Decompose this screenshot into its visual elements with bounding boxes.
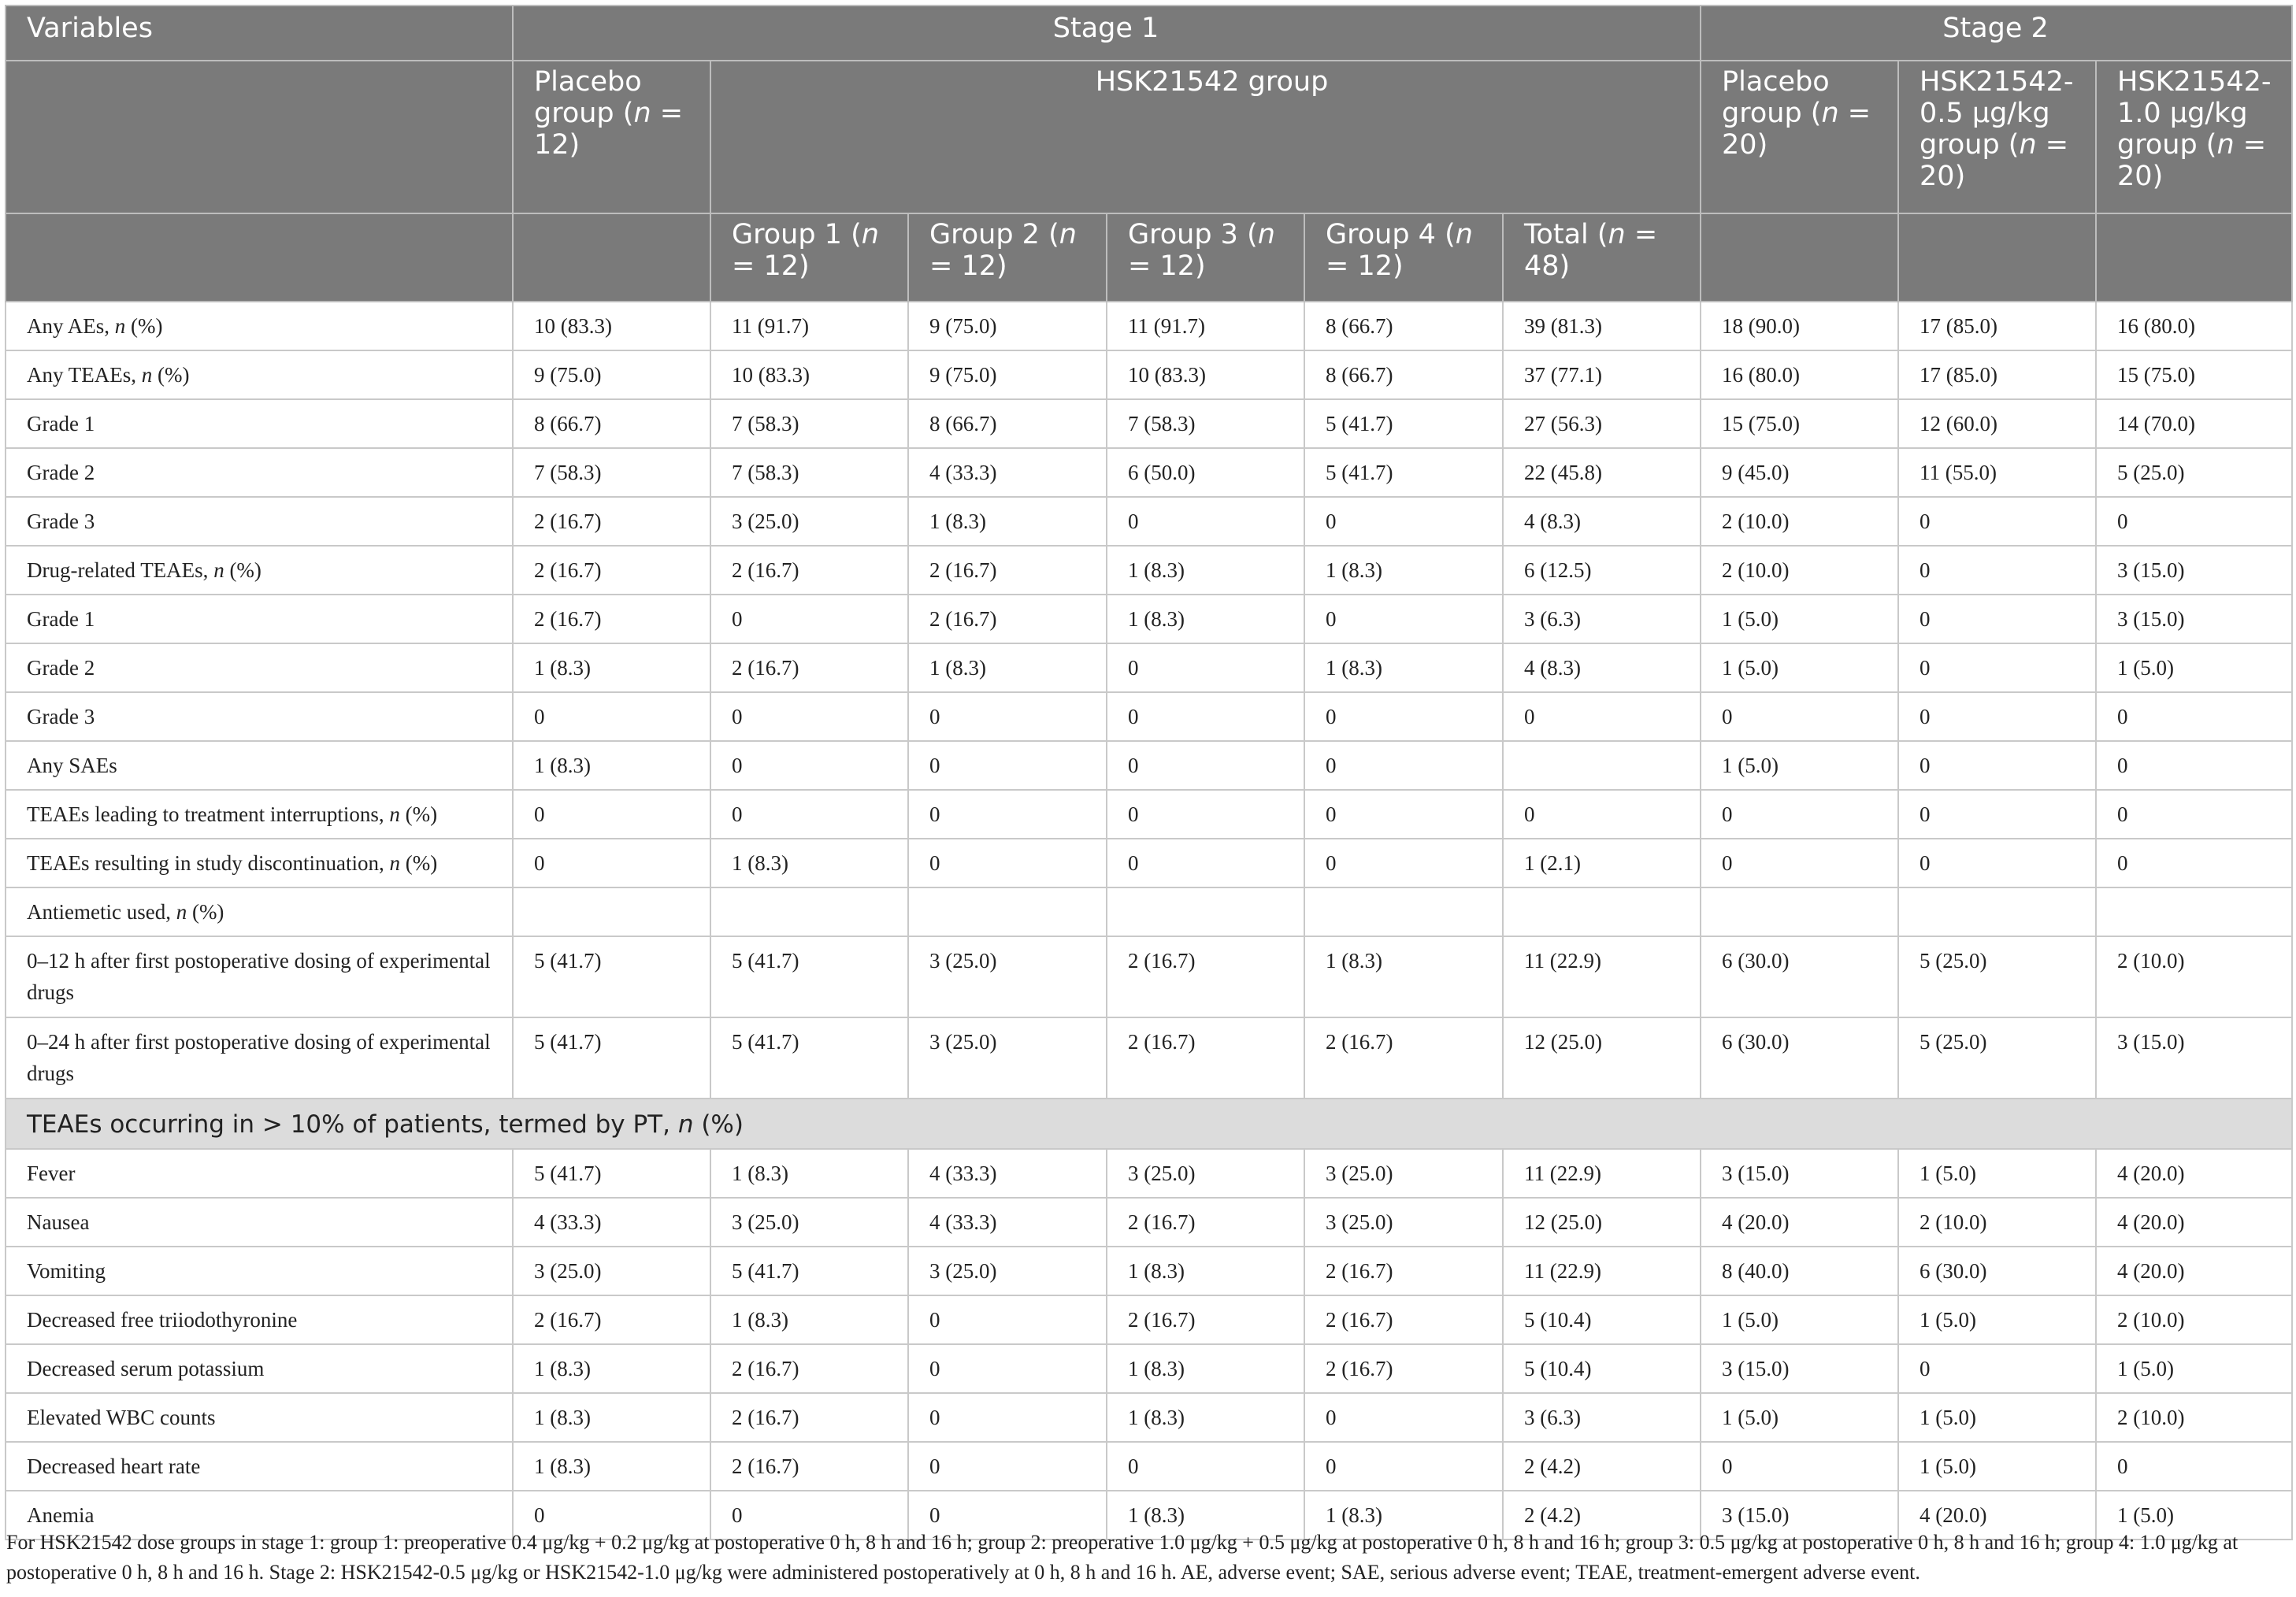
table-cell: 0 bbox=[1898, 1344, 2096, 1393]
table-cell: 5 (25.0) bbox=[2096, 448, 2292, 497]
row-label: Decreased free triiodothyronine bbox=[6, 1295, 513, 1344]
table-footnote: For HSK21542 dose groups in stage 1: group 1: preoperative 0.4 μg/kg + 0.2 μg/kg at postoperative 0 h, 8 h and 16 h; group 2: preoperative 1.0 μg/kg + 0.5 μg/kg at postoperative 0 h, 8 h and 16 h; group 3: 0.5 μg/kg at postoperative 0 h, 8 h and 16 h; group 4: 1.0 μg/kg at postoperative 0 h, 8 h and 16 h. Stage 2: HSK21542-0.5 μg/kg or HSK21542-1.0 μg/kg were administered postoperatively at 0 h, 8 h and 16 h. AE, adverse event; SAE, serious adverse event; TEAE, treatment-emergent adverse event. bbox=[6, 1531, 2239, 1584]
table-cell: 3 (6.3) bbox=[1503, 1393, 1701, 1442]
table-cell: 1 (8.3) bbox=[513, 643, 710, 692]
table-cell: 3 (15.0) bbox=[2096, 595, 2292, 643]
table-cell: 6 (30.0) bbox=[1898, 1247, 2096, 1295]
table-cell: 4 (20.0) bbox=[2096, 1247, 2292, 1295]
table-cell: 0 bbox=[1701, 839, 1898, 887]
table-cell: 5 (41.7) bbox=[513, 936, 710, 1017]
table-row bbox=[6, 1344, 2292, 1393]
table-cell: 10 (83.3) bbox=[513, 302, 710, 350]
table-cell: 2 (16.7) bbox=[1304, 1344, 1503, 1393]
header-blank bbox=[1701, 213, 1898, 302]
table-cell: 1 (8.3) bbox=[1107, 1393, 1304, 1442]
table-cell: 15 (75.0) bbox=[1701, 399, 1898, 448]
table-cell: 5 (41.7) bbox=[513, 1149, 710, 1198]
table-cell: 3 (25.0) bbox=[1107, 1149, 1304, 1198]
table-cell: 0 bbox=[1701, 692, 1898, 741]
table-cell: 0 bbox=[1304, 1442, 1503, 1491]
table-cell: 0 bbox=[1898, 643, 2096, 692]
table-cell: 7 (58.3) bbox=[710, 399, 908, 448]
row-label: Nausea bbox=[6, 1198, 513, 1247]
table-cell: 11 (55.0) bbox=[1898, 448, 2096, 497]
table-cell: 3 (15.0) bbox=[1701, 1491, 1898, 1540]
row-label: Anemia bbox=[6, 1491, 513, 1540]
table-cell: 11 (22.9) bbox=[1503, 1149, 1701, 1198]
adverse-events-table-container bbox=[5, 5, 2291, 1540]
table-cell: 2 (16.7) bbox=[710, 1393, 908, 1442]
table-cell bbox=[2096, 887, 2292, 936]
table-cell: 0 bbox=[513, 790, 710, 839]
table-cell: 12 (25.0) bbox=[1503, 1198, 1701, 1247]
row-label: Grade 1 bbox=[6, 595, 513, 643]
table-cell: 2 (16.7) bbox=[908, 595, 1107, 643]
table-cell: 3 (15.0) bbox=[2096, 546, 2292, 595]
table-cell: 4 (20.0) bbox=[1898, 1491, 2096, 1540]
table-cell bbox=[1898, 887, 2096, 936]
table-row bbox=[6, 887, 2292, 936]
table-cell: 0 bbox=[2096, 839, 2292, 887]
table-cell: 5 (41.7) bbox=[1304, 448, 1503, 497]
table-cell: 9 (75.0) bbox=[908, 302, 1107, 350]
table-cell: 0 bbox=[1107, 692, 1304, 741]
table-cell: 0 bbox=[1304, 741, 1503, 790]
table-cell: 16 (80.0) bbox=[2096, 302, 2292, 350]
adverse-events-table bbox=[5, 5, 2293, 1540]
table-cell: 0 bbox=[1503, 790, 1701, 839]
table-cell: 1 (8.3) bbox=[1107, 1344, 1304, 1393]
table-cell: 1 (8.3) bbox=[710, 1149, 908, 1198]
table-cell: 1 (8.3) bbox=[1304, 546, 1503, 595]
table-cell bbox=[908, 887, 1107, 936]
table-cell: 18 (90.0) bbox=[1701, 302, 1898, 350]
table-cell: 14 (70.0) bbox=[2096, 399, 2292, 448]
table-row bbox=[6, 790, 2292, 839]
table-cell: 2 (16.7) bbox=[1107, 1017, 1304, 1099]
table-cell: 1 (8.3) bbox=[513, 1442, 710, 1491]
table-cell: 27 (56.3) bbox=[1503, 399, 1701, 448]
table-cell: 11 (91.7) bbox=[1107, 302, 1304, 350]
table-cell: 0 bbox=[1107, 839, 1304, 887]
row-label: 0–24 h after first postoperative dosing of experimental drugs bbox=[6, 1017, 513, 1099]
table-cell: 0 bbox=[908, 1344, 1107, 1393]
table-cell: 7 (58.3) bbox=[710, 448, 908, 497]
header-blank bbox=[6, 61, 513, 213]
table-cell: 1 (8.3) bbox=[710, 1295, 908, 1344]
table-row bbox=[6, 692, 2292, 741]
table-cell: 0 bbox=[2096, 497, 2292, 546]
header-placebo-stage-2: Placebo group (n = 20) bbox=[1701, 61, 1898, 213]
row-label: Any SAEs bbox=[6, 741, 513, 790]
row-label: TEAEs resulting in study discontinuation, n (%) bbox=[6, 839, 513, 887]
row-label: Decreased heart rate bbox=[6, 1442, 513, 1491]
table-cell: 3 (25.0) bbox=[710, 497, 908, 546]
table-cell: 2 (16.7) bbox=[513, 497, 710, 546]
row-label: Elevated WBC counts bbox=[6, 1393, 513, 1442]
header-total: Total (n = 48) bbox=[1503, 213, 1701, 302]
table-cell: 0 bbox=[1898, 497, 2096, 546]
header-blank bbox=[6, 213, 513, 302]
table-cell bbox=[1503, 741, 1701, 790]
table-cell: 4 (20.0) bbox=[2096, 1198, 2292, 1247]
table-cell bbox=[1107, 887, 1304, 936]
table-cell: 0 bbox=[1304, 595, 1503, 643]
row-label: Grade 3 bbox=[6, 497, 513, 546]
table-cell: 2 (10.0) bbox=[1701, 497, 1898, 546]
table-cell: 2 (10.0) bbox=[2096, 936, 2292, 1017]
table-cell: 5 (10.4) bbox=[1503, 1344, 1701, 1393]
table-cell: 4 (33.3) bbox=[908, 1149, 1107, 1198]
table-cell: 0 bbox=[908, 1442, 1107, 1491]
table-cell: 0 bbox=[908, 692, 1107, 741]
table-cell: 11 (22.9) bbox=[1503, 1247, 1701, 1295]
table-cell: 2 (4.2) bbox=[1503, 1442, 1701, 1491]
table-cell bbox=[1503, 887, 1701, 936]
table-cell: 1 (8.3) bbox=[1107, 595, 1304, 643]
table-cell: 1 (8.3) bbox=[1304, 643, 1503, 692]
table-cell: 6 (50.0) bbox=[1107, 448, 1304, 497]
table-row bbox=[6, 497, 2292, 546]
table-cell: 3 (25.0) bbox=[1304, 1149, 1503, 1198]
row-label: Grade 1 bbox=[6, 399, 513, 448]
row-label: Antiemetic used, n (%) bbox=[6, 887, 513, 936]
table-cell: 15 (75.0) bbox=[2096, 350, 2292, 399]
table-cell: 0 bbox=[1898, 790, 2096, 839]
table-cell: 2 (16.7) bbox=[513, 546, 710, 595]
table-cell bbox=[513, 887, 710, 936]
table-cell: 11 (22.9) bbox=[1503, 936, 1701, 1017]
table-cell bbox=[710, 887, 908, 936]
table-cell: 0 bbox=[1107, 741, 1304, 790]
table-cell: 3 (25.0) bbox=[513, 1247, 710, 1295]
table-cell: 4 (20.0) bbox=[2096, 1149, 2292, 1198]
table-cell: 0 bbox=[1304, 1393, 1503, 1442]
table-cell: 2 (10.0) bbox=[2096, 1393, 2292, 1442]
table-cell: 0 bbox=[1503, 692, 1701, 741]
row-label: Any TEAEs, n (%) bbox=[6, 350, 513, 399]
table-cell: 0 bbox=[908, 790, 1107, 839]
table-cell: 0 bbox=[1898, 595, 2096, 643]
table-cell: 9 (75.0) bbox=[908, 350, 1107, 399]
table-cell: 0 bbox=[2096, 741, 2292, 790]
table-cell: 1 (5.0) bbox=[2096, 1344, 2292, 1393]
table-cell: 3 (15.0) bbox=[1701, 1344, 1898, 1393]
row-label: Fever bbox=[6, 1149, 513, 1198]
table-cell: 1 (8.3) bbox=[1107, 1247, 1304, 1295]
table-cell: 2 (16.7) bbox=[710, 643, 908, 692]
table-cell: 1 (8.3) bbox=[513, 1393, 710, 1442]
table-cell: 0 bbox=[1898, 546, 2096, 595]
table-cell: 37 (77.1) bbox=[1503, 350, 1701, 399]
table-cell: 0 bbox=[908, 1393, 1107, 1442]
table-cell: 0 bbox=[1898, 692, 2096, 741]
table-cell bbox=[1701, 887, 1898, 936]
table-cell: 8 (66.7) bbox=[1304, 350, 1503, 399]
table-cell: 0 bbox=[1107, 1442, 1304, 1491]
row-label: 0–12 h after first postoperative dosing of experimental drugs bbox=[6, 936, 513, 1017]
table-cell: 5 (25.0) bbox=[1898, 936, 2096, 1017]
table-cell: 1 (8.3) bbox=[710, 839, 908, 887]
table-cell: 0 bbox=[1898, 839, 2096, 887]
table-row bbox=[6, 936, 2292, 1017]
table-cell: 1 (8.3) bbox=[908, 643, 1107, 692]
table-row bbox=[6, 1442, 2292, 1491]
row-label: Grade 2 bbox=[6, 643, 513, 692]
table-row bbox=[6, 1149, 2292, 1198]
row-label: Any AEs, n (%) bbox=[6, 302, 513, 350]
table-cell: 4 (8.3) bbox=[1503, 643, 1701, 692]
table-cell: 2 (16.7) bbox=[908, 546, 1107, 595]
row-label: Decreased serum potassium bbox=[6, 1344, 513, 1393]
table-cell: 2 (10.0) bbox=[2096, 1295, 2292, 1344]
table-cell: 0 bbox=[1107, 790, 1304, 839]
table-row bbox=[6, 399, 2292, 448]
table-cell: 5 (41.7) bbox=[710, 936, 908, 1017]
table-cell: 2 (16.7) bbox=[1304, 1017, 1503, 1099]
table-cell: 8 (66.7) bbox=[1304, 302, 1503, 350]
header-hsk-0-5: HSK21542-0.5 μg/kg group (n = 20) bbox=[1898, 61, 2096, 213]
table-cell: 0 bbox=[513, 1491, 710, 1540]
table-cell: 0 bbox=[513, 692, 710, 741]
row-label: Vomiting bbox=[6, 1247, 513, 1295]
table-cell: 5 (10.4) bbox=[1503, 1295, 1701, 1344]
header-stage-1: Stage 1 bbox=[513, 6, 1701, 61]
table-cell: 0 bbox=[710, 790, 908, 839]
table-cell: 3 (15.0) bbox=[1701, 1149, 1898, 1198]
table-cell: 10 (83.3) bbox=[1107, 350, 1304, 399]
table-cell: 4 (33.3) bbox=[513, 1198, 710, 1247]
table-row bbox=[6, 1393, 2292, 1442]
table-cell: 0 bbox=[908, 741, 1107, 790]
table-cell: 5 (25.0) bbox=[1898, 1017, 2096, 1099]
table-cell: 2 (16.7) bbox=[513, 1295, 710, 1344]
header-variables: Variables bbox=[6, 6, 513, 61]
table-cell: 8 (66.7) bbox=[908, 399, 1107, 448]
header-group-2: Group 2 (n = 12) bbox=[908, 213, 1107, 302]
table-cell: 2 (16.7) bbox=[710, 546, 908, 595]
table-row bbox=[6, 448, 2292, 497]
table-cell: 4 (20.0) bbox=[1701, 1198, 1898, 1247]
table-cell: 0 bbox=[2096, 692, 2292, 741]
table-cell: 1 (5.0) bbox=[1701, 643, 1898, 692]
table-cell: 2 (16.7) bbox=[1304, 1247, 1503, 1295]
row-label: TEAEs leading to treatment interruptions, n (%) bbox=[6, 790, 513, 839]
table-row bbox=[6, 1198, 2292, 1247]
table-cell: 39 (81.3) bbox=[1503, 302, 1701, 350]
table-cell: 0 bbox=[1701, 790, 1898, 839]
table-cell: 0 bbox=[2096, 1442, 2292, 1491]
header-group-3: Group 3 (n = 12) bbox=[1107, 213, 1304, 302]
table-cell: 16 (80.0) bbox=[1701, 350, 1898, 399]
table-row bbox=[6, 1017, 2292, 1099]
table-body bbox=[6, 302, 2292, 1540]
table-cell: 3 (25.0) bbox=[710, 1198, 908, 1247]
table-cell: 2 (10.0) bbox=[1701, 546, 1898, 595]
table-cell: 0 bbox=[1107, 497, 1304, 546]
table-row bbox=[6, 350, 2292, 399]
header-stage-2: Stage 2 bbox=[1701, 6, 2292, 61]
table-cell: 1 (5.0) bbox=[1701, 595, 1898, 643]
header-hsk-1-0: HSK21542-1.0 μg/kg group (n = 20) bbox=[2096, 61, 2292, 213]
table-row bbox=[6, 741, 2292, 790]
table-cell: 12 (25.0) bbox=[1503, 1017, 1701, 1099]
header-blank bbox=[2096, 213, 2292, 302]
table-cell: 1 (5.0) bbox=[1898, 1295, 2096, 1344]
header-blank bbox=[513, 213, 710, 302]
table-cell: 2 (16.7) bbox=[1304, 1295, 1503, 1344]
table-cell: 0 bbox=[710, 692, 908, 741]
table-cell: 17 (85.0) bbox=[1898, 350, 2096, 399]
table-cell: 2 (16.7) bbox=[710, 1442, 908, 1491]
table-cell: 0 bbox=[1304, 497, 1503, 546]
header-group-4: Group 4 (n = 12) bbox=[1304, 213, 1503, 302]
table-cell: 2 (10.0) bbox=[1898, 1198, 2096, 1247]
table-cell: 1 (8.3) bbox=[908, 497, 1107, 546]
table-row bbox=[6, 302, 2292, 350]
table-cell: 3 (25.0) bbox=[908, 936, 1107, 1017]
table-row bbox=[6, 1295, 2292, 1344]
table-row bbox=[6, 595, 2292, 643]
table-cell: 2 (16.7) bbox=[1107, 936, 1304, 1017]
table-cell: 3 (25.0) bbox=[1304, 1198, 1503, 1247]
table-cell: 8 (40.0) bbox=[1701, 1247, 1898, 1295]
row-label: Grade 2 bbox=[6, 448, 513, 497]
table-cell: 0 bbox=[710, 595, 908, 643]
row-label: Grade 3 bbox=[6, 692, 513, 741]
table-cell: 4 (33.3) bbox=[908, 448, 1107, 497]
header-placebo-stage-1: Placebo group (n = 12) bbox=[513, 61, 710, 213]
table-cell: 1 (5.0) bbox=[1898, 1149, 2096, 1198]
table-row bbox=[6, 839, 2292, 887]
table-cell: 1 (5.0) bbox=[2096, 643, 2292, 692]
table-cell: 2 (4.2) bbox=[1503, 1491, 1701, 1540]
table-cell: 8 (66.7) bbox=[513, 399, 710, 448]
table-cell: 0 bbox=[1304, 839, 1503, 887]
table-cell: 1 (5.0) bbox=[1898, 1393, 2096, 1442]
section-row bbox=[6, 1099, 2292, 1149]
table-cell: 22 (45.8) bbox=[1503, 448, 1701, 497]
table-cell: 6 (12.5) bbox=[1503, 546, 1701, 595]
row-label: Drug-related TEAEs, n (%) bbox=[6, 546, 513, 595]
table-cell: 2 (16.7) bbox=[1107, 1198, 1304, 1247]
table-cell: 1 (5.0) bbox=[1898, 1442, 2096, 1491]
table-cell: 1 (8.3) bbox=[1107, 546, 1304, 595]
table-cell: 7 (58.3) bbox=[513, 448, 710, 497]
table-header bbox=[6, 6, 2292, 302]
table-cell: 0 bbox=[1107, 643, 1304, 692]
table-cell: 0 bbox=[1701, 1442, 1898, 1491]
section-title: TEAEs occurring in > 10% of patients, termed by PT, n (%) bbox=[6, 1099, 2292, 1149]
table-cell: 0 bbox=[2096, 790, 2292, 839]
table-cell: 2 (16.7) bbox=[1107, 1295, 1304, 1344]
table-cell: 17 (85.0) bbox=[1898, 302, 2096, 350]
table-cell: 10 (83.3) bbox=[710, 350, 908, 399]
table-row bbox=[6, 546, 2292, 595]
table-cell: 0 bbox=[513, 839, 710, 887]
table-cell: 1 (8.3) bbox=[1107, 1491, 1304, 1540]
table-cell: 1 (5.0) bbox=[2096, 1491, 2292, 1540]
table-cell: 12 (60.0) bbox=[1898, 399, 2096, 448]
table-cell: 0 bbox=[1304, 790, 1503, 839]
table-cell: 3 (15.0) bbox=[2096, 1017, 2292, 1099]
table-cell: 3 (25.0) bbox=[908, 1017, 1107, 1099]
header-hsk-group: HSK21542 group bbox=[710, 61, 1701, 213]
table-cell: 7 (58.3) bbox=[1107, 399, 1304, 448]
table-cell: 2 (16.7) bbox=[513, 595, 710, 643]
table-cell: 1 (5.0) bbox=[1701, 1393, 1898, 1442]
table-cell: 0 bbox=[908, 839, 1107, 887]
table-cell: 0 bbox=[710, 1491, 908, 1540]
table-cell: 5 (41.7) bbox=[710, 1017, 908, 1099]
table-cell: 1 (8.3) bbox=[513, 741, 710, 790]
table-cell: 1 (8.3) bbox=[1304, 1491, 1503, 1540]
header-group-1: Group 1 (n = 12) bbox=[710, 213, 908, 302]
table-cell: 5 (41.7) bbox=[1304, 399, 1503, 448]
table-cell: 5 (41.7) bbox=[513, 1017, 710, 1099]
table-cell: 6 (30.0) bbox=[1701, 1017, 1898, 1099]
table-cell: 6 (30.0) bbox=[1701, 936, 1898, 1017]
table-cell: 1 (2.1) bbox=[1503, 839, 1701, 887]
table-cell: 0 bbox=[710, 741, 908, 790]
table-cell: 3 (6.3) bbox=[1503, 595, 1701, 643]
table-row bbox=[6, 1247, 2292, 1295]
table-cell: 0 bbox=[908, 1295, 1107, 1344]
table-cell: 2 (16.7) bbox=[710, 1344, 908, 1393]
table-row bbox=[6, 643, 2292, 692]
table-cell: 9 (75.0) bbox=[513, 350, 710, 399]
table-cell: 3 (25.0) bbox=[908, 1247, 1107, 1295]
table-cell: 4 (8.3) bbox=[1503, 497, 1701, 546]
table-cell: 1 (5.0) bbox=[1701, 741, 1898, 790]
table-cell: 9 (45.0) bbox=[1701, 448, 1898, 497]
table-cell: 0 bbox=[1898, 741, 2096, 790]
table-cell: 1 (8.3) bbox=[1304, 936, 1503, 1017]
header-blank bbox=[1898, 213, 2096, 302]
table-cell: 11 (91.7) bbox=[710, 302, 908, 350]
table-cell bbox=[1304, 887, 1503, 936]
table-cell: 5 (41.7) bbox=[710, 1247, 908, 1295]
table-cell: 0 bbox=[908, 1491, 1107, 1540]
table-cell: 4 (33.3) bbox=[908, 1198, 1107, 1247]
table-cell: 0 bbox=[1304, 692, 1503, 741]
table-cell: 1 (5.0) bbox=[1701, 1295, 1898, 1344]
table-cell: 1 (8.3) bbox=[513, 1344, 710, 1393]
